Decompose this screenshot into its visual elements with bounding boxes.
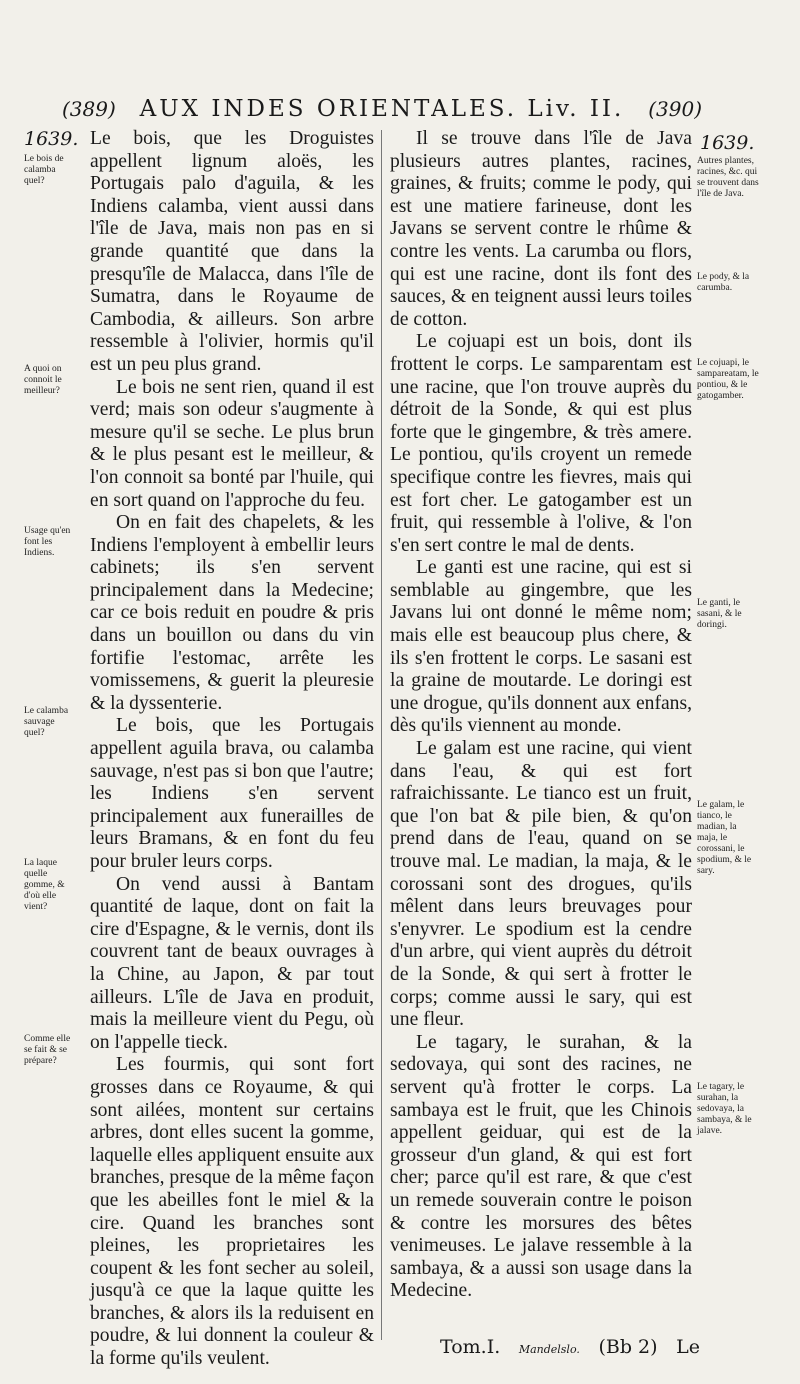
left-page-number: (389) (62, 97, 116, 121)
right-page-number: (390) (648, 97, 702, 121)
paragraph: Le galam est une racine, qui vient dans l'eau, & qui est fort rafraichissante. Le tianco est un fruit, que l'on bat & pile bien, & qu'on prend dans de l'eau, quand on se trouve mal. Le madian, la maja, & le corossani sont des drogues, qu'ils mêlent dans leurs breuvages pour s'enyvrer. Le spodium est la cendre d'un arbre, qui vient auprès du détroit de la Sonde, & qui sert à frotter le corps; comme aussi le sary, qui est une fleur. (390, 738, 692, 1031)
right-margin-note: Le galam, le tianco, le madian, la maja, le corossani, le spodium, & le sary. (697, 800, 752, 876)
left-margin-note: Comme elle se fait & se prépare? (24, 1034, 71, 1066)
right-margin-note: Le tagary, le surahan, la sedovaya, la sambaya, & le jalave. (697, 1082, 752, 1136)
left-margin-year: 1639. (24, 128, 79, 150)
left-text-column (90, 128, 374, 1371)
left-margin-note: A quoi on connoit le meilleur? (24, 364, 62, 396)
page-footer (440, 1336, 700, 1358)
paragraph: Le cojuapi est un bois, dont ils frottent le corps. Le samparentam est une racine, que l'on trouve auprès du détroit de la Sonde, & qui est plus forte que le gingembre, & très amere. Le pontiou, qu'ils croyent un remede specifique contre les fievres, mais qui est fort cher. Le gatogamber est un fruit, qui ressemble à l'olive, & l'on s'en sert contre le mal de dents. (390, 331, 692, 556)
paragraph: Il se trouve dans l'île de Java plusieurs autres plantes, racines, graines, & fruits; comme le pody, qui est une matiere farineuse, dont les Javans se servent contre le rhûme & contre les vents. La carumba ou flors, qui est une racine, dont ils font des sauces, & en teignent aussi leurs toiles de cotton. (390, 128, 693, 330)
right-margin-note: Le cojuapi, le sampareatam, le pontiou, & le gatogamber. (697, 358, 759, 401)
running-title: AUX INDES ORIENTALES. Liv. II. (139, 96, 625, 122)
right-text-column (390, 128, 692, 1303)
signature-mark: (Bb 2) (598, 1336, 658, 1358)
catchword: Le (676, 1336, 700, 1358)
right-margin-note: Le pody, & la carumba. (697, 272, 750, 293)
signature-name: Mandelslo. (518, 1343, 580, 1356)
right-margin-year: 1639. (700, 132, 755, 154)
paragraph: On en fait des chapelets, & les Indiens l'employent à embellir leurs cabinets; ils s'en servent principalement dans la Medecine; car ce bois reduit en poudre & pris dans un bouillon ou dans du vin fortifie l'estomac, arrête les vomissemens, & guerit la pleuresie & la dyssenterie. (90, 512, 374, 714)
left-margin-note: Le bois de calamba quel? (24, 154, 64, 186)
column-divider (381, 130, 382, 1340)
left-margin-note: La laque quelle gomme, & d'où elle vient? (24, 858, 65, 912)
paragraph: Le bois, que les Portugais appellent aguila brava, ou calamba sauvage, n'est pas si bon que l'autre; les Indiens s'en servent principalement aux funerailles de leurs Bramans, & en font du feu pour bruler leurs corps. (90, 715, 374, 872)
right-margin-note: Autres plantes, racines, &c. qui se trouvent dans l'île de Java. (697, 156, 759, 199)
tome-label: Tom.I. (440, 1336, 501, 1358)
running-header (62, 96, 702, 122)
paragraph: Le bois, que les Droguistes appellent lignum aloës, les Portugais palo d'aguila, & les Indiens calamba, vient aussi dans l'île de Java, mais non pas en si grande quantité que dans la presqu'île de Malacca, dans l'île de Sumatra, dans le Royaume de Cambodia, & ailleurs. Son arbre ressemble à l'olivier, hormis qu'il est un peu plus grand. (90, 128, 374, 375)
paragraph: Le bois ne sent rien, quand il est verd; mais son odeur s'augmente à mesure qu'il se seche. Le plus brun & le plus pesant est le meilleur, & l'on connoit sa bonté par l'huile, qui en sort quand on l'approche du feu. (90, 376, 374, 511)
left-margin-note: Le calamba sauvage quel? (24, 706, 69, 738)
paragraph: Le ganti est une racine, qui est si semblable au gingembre, que les Javans lui ont donné le même nom; mais elle est beaucoup plus chere, & ils s'en frottent le corps. Le sasani est la graine de moutarde. Le doringi est une drogue, qu'ils donnent aux enfans, dès qu'ils viennent au monde. (390, 557, 692, 737)
left-margin-note: Usage qu'en font les Indiens. (24, 526, 71, 558)
paragraph: Le tagary, le surahan, & la sedovaya, qui sont des racines, ne servent qu'à frotter le corps. La sambaya est le fruit, que les Chinois appellent geiduar, qui est de la grosseur d'un gland, & qui est fort cher; parce qu'il est rare, & que c'est un remede souverain contre le poison & contre les morsures des bêtes venimeuses. Le jalave ressemble à la sambaya, & a aussi son usage dans la Medecine. (390, 1031, 692, 1302)
right-margin-note: Le ganti, le sasani, & le doringi. (697, 598, 742, 630)
paragraph: On vend aussi à Bantam quantité de laque, dont on fait la cire d'Espagne, & le vernis, dont ils couvrent tant de beaux ouvrages à la Chine, au Japon, & par tout ailleurs. L'île de Java en produit, mais la meilleure vient du Pegu, où on l'appelle tieck. (90, 873, 374, 1053)
paragraph: Les fourmis, qui sont fort grosses dans ce Royaume, & qui sont ailées, montent sur certains arbres, dont elles sucent la gomme, laquelle elles appliquent ensuite aux branches, presque de la même façon que les abeilles font le miel & la cire. Quand les branches sont pleines, les proprietaires les coupent & les font secher au soleil, jusqu'à ce que la laque quitte les branches, & alors ils la reduisent en poudre, & lui donnent la couleur & la forme qu'ils veulent. (90, 1054, 375, 1370)
